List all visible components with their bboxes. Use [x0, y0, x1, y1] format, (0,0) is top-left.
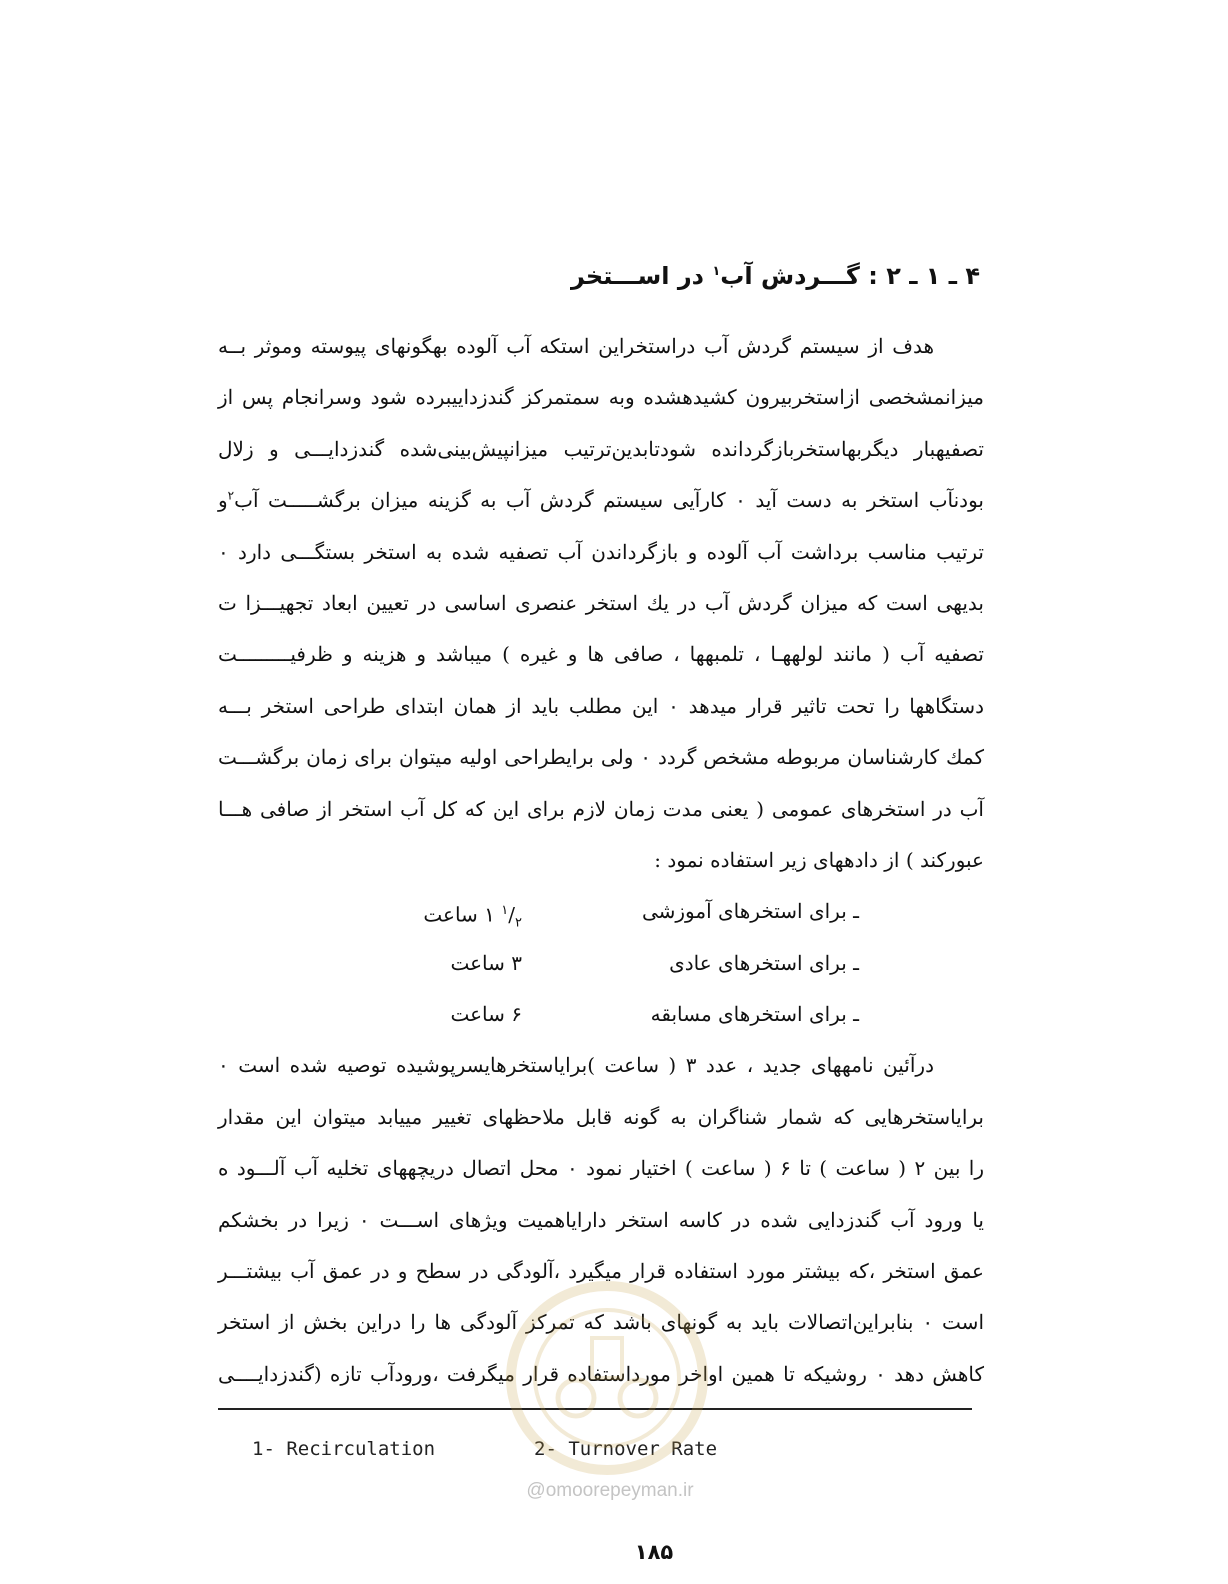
footnote-mark: ۲ — [227, 488, 235, 503]
list-item — [218, 994, 984, 1045]
section-heading-tail: در اســـتخر — [571, 262, 704, 290]
list-item — [218, 943, 984, 994]
body-text — [218, 326, 984, 1405]
paragraph-line: است ۰ بنابراین‌اتصالات باید به گونهای باشد که تمرکز آلودگی ها را دراین بخش از استخر — [218, 1310, 984, 1335]
footnote-mark: ۱ — [712, 264, 721, 279]
paragraph-line: یا ورود آب گندزدایی شده در کاسه استخر دارایاهمیت ویژهای اســـت ۰ زیرا در بخشکم — [218, 1207, 984, 1232]
footnote-2: 2- Turnover Rate — [534, 1438, 718, 1460]
paragraph-line: آب در استخرهای عمومی ( یعنی مدت زمان لازم برای این که کل آب استخر از صافی هـــا — [218, 796, 984, 821]
paragraph-line: دستگاهها را تحت تاثیر قرار میدهد ۰ این مطلب باید از همان ابتدای طراحی استخر بـــه — [218, 693, 984, 718]
paragraph-line: کمك کارشناسان مربوطه مشخص گردد ۰ ولی برایطراحی اولیه میتوان برای زمان برگشـــت — [218, 745, 984, 770]
section-heading — [240, 262, 980, 290]
paragraph-line: ترتیب مناسب برداشت آب آلوده و بازگرداندن آب تصفیه شده به استخر بستگـــی دارد ۰ — [218, 539, 985, 564]
paragraph-line: بدیهی است که میزان گردش آب در یك استخر عنصری اساسی در تعیین ابعاد تجهیـــزا ت — [218, 590, 984, 615]
watermark-text: @omoorepeyman.ir — [526, 1480, 694, 1501]
list-item-value-number: ۱ — [484, 902, 495, 927]
paragraph-line: کاهش دهد ۰ روشیکه تا همین اواخر مورداستفاده قرار میگرفت ،ورودآب تازه (گندزدایــــی — [218, 1361, 985, 1386]
list-item-label: ـ برای استخرهای آموزشی — [641, 899, 859, 924]
paragraph-line — [218, 480, 984, 531]
list-item-value: ۶ ساعت — [450, 1002, 522, 1027]
page-number: ۱۸۵ — [634, 1540, 674, 1564]
paragraph-line: درآئین نامههای جدید ، عدد ۳ ( ساعت )برایاستخرهایسرپوشیده توصیه شده است ۰ — [218, 1053, 934, 1078]
paragraph-line: تصفیهبار دیگربهاستخربازگردانده شودتابدین‌ترتیب میزانپیش‌بینی‌شده گندزدایـــی و زلال — [218, 436, 984, 461]
paragraph-line: برایاستخرهایی که شمار شناگران به گونه قابل ملاحظهای تغییر مییابد میتوان این مقدار — [218, 1104, 984, 1129]
paragraph-line: میزانمشخصی ازاستخربیرون کشیدهشده وبه سمتمرکز گندزداییبرده شود وسرانجام پس از — [218, 385, 984, 410]
section-heading-text: ۴ ـ ۱ ـ ۲ : گـــردش آب — [720, 262, 980, 290]
fraction-denominator: ۲ — [515, 915, 522, 931]
list-item-label: ـ برای استخرهای عادی — [669, 950, 859, 975]
footnote-divider — [218, 1408, 972, 1410]
turnover-time-list — [218, 891, 984, 1045]
list-item — [218, 891, 984, 942]
list-item-value: $^۱/_۲$ ۱ ساعت — [423, 902, 522, 931]
list-item-label: ـ برای استخرهای مسابقه — [650, 1002, 859, 1027]
list-item-value: ۳ ساعت — [450, 950, 522, 975]
footnote-1: 1- Recirculation — [252, 1438, 436, 1460]
paragraph-line: تصفیه آب ( مانند لولههـا ، تلمبهها ، صافی ها و غیره ) میباشد و هزینه و ظرفیـــــــــت — [218, 642, 984, 667]
paragraph-line-text: بودنآب استخر به دست آید ۰ کارآیی سیستم گردش آب به گزینه میزان برگشـــــت آب — [234, 488, 984, 513]
paragraph-line-tail: و — [218, 488, 228, 513]
paragraph-line: را بین ۲ ( ساعت ) تا ۶ ( ساعت ) اختیار نمود ۰ محل اتصال دریچههای تخلیه آب آلـــود ه — [218, 1156, 985, 1181]
paragraph-line: عبورکند ) از دادههای زیر استفاده نمود : — [654, 847, 984, 872]
paragraph-line: هدف از سیستم گردش آب دراستخراین استکه آب آلوده بهگونهای پیوسته وموثر بــه — [218, 334, 934, 358]
list-item-value-unit: ساعت — [423, 902, 478, 927]
paragraph-line: عمق استخر ،که بیشتر مورد استفاده قرار میگیرد ،آلودگی در سطح و در عمق آب بیشتـــر — [218, 1259, 984, 1284]
fraction-numerator: ۱ — [501, 903, 509, 919]
